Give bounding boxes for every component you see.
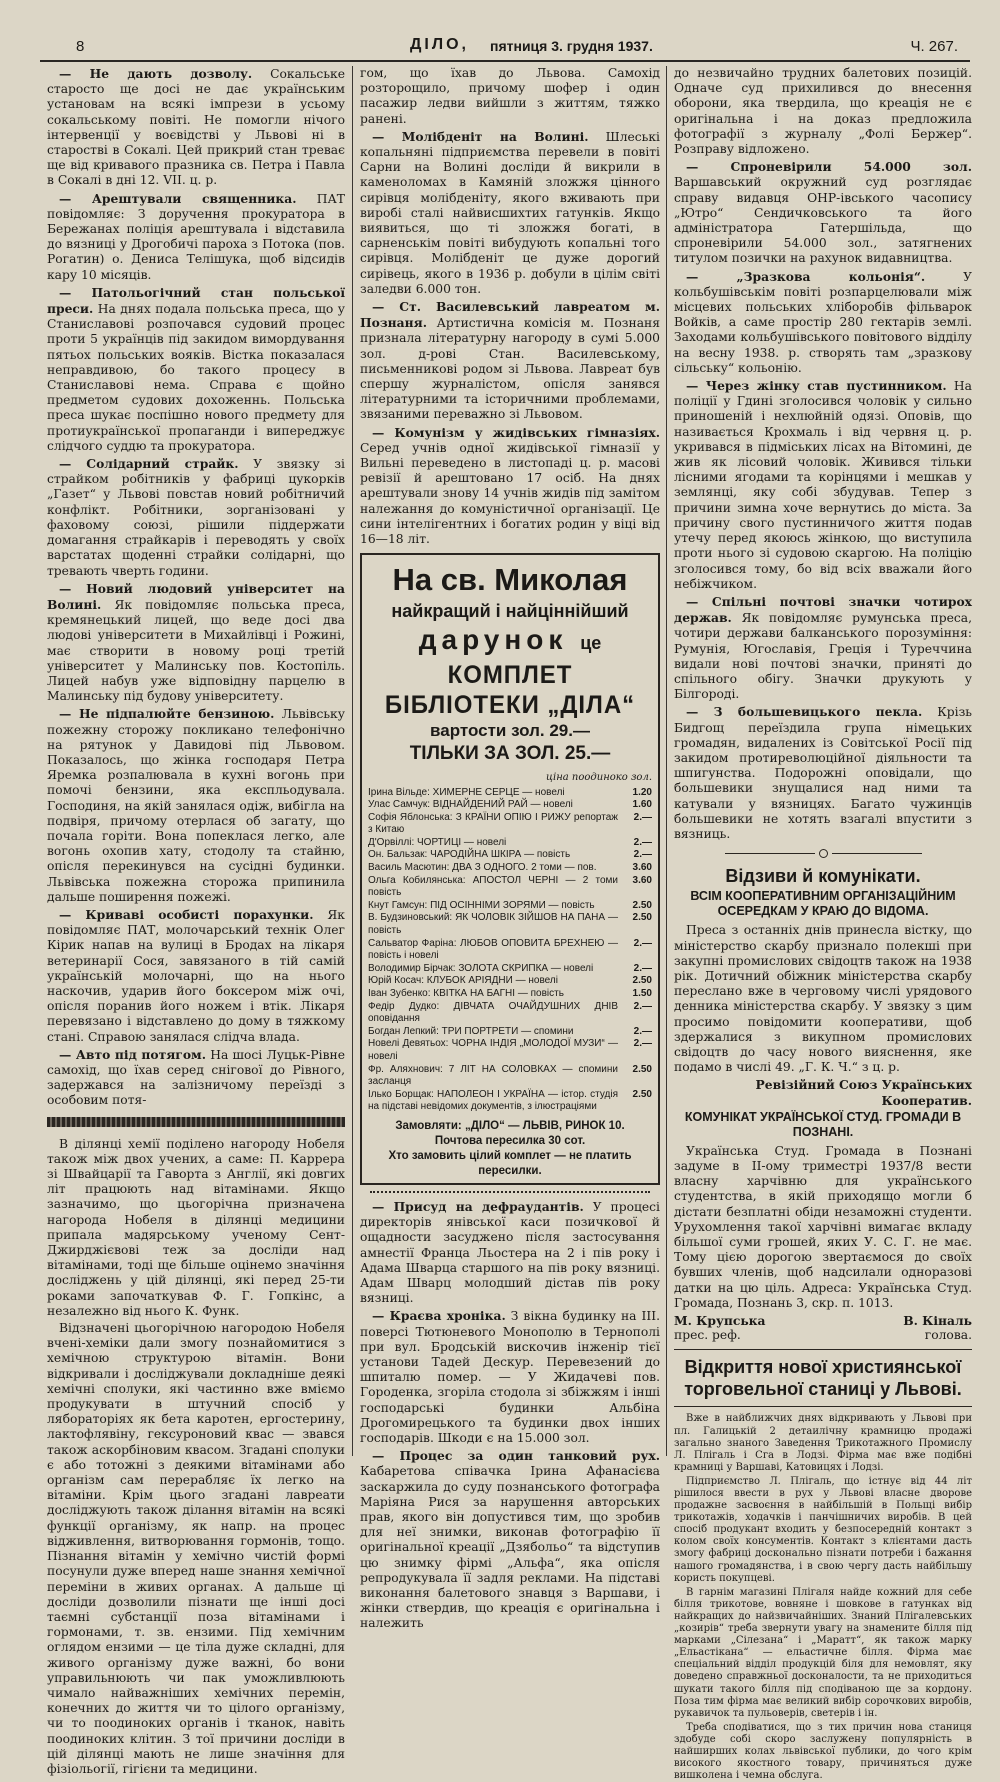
book-entry [368,862,652,875]
book-entry [368,875,652,900]
book-title: Богдан Лепкий: ТРИ ПОРТРЕТИ — спомини [368,1025,574,1037]
book-entry [368,1026,652,1039]
book-entry [368,975,652,988]
book-title: Софія Яблонська: З КРАЇНИ ОПІЮ І РИЖУ репортаж з Китаю [368,811,618,836]
book-entry [368,812,652,837]
continued-text: гом, що їхав до Львова. Самохід розторощило, причому шофер і один пасажир ледви вийшли з життям, тяжко ранені. [360,66,660,126]
news-item: — Не дають дозволу. Сокальське старосто ще досі не дає українським установам на всякі імпрези в усьому сокальському повіті. Не помогли нічого інтервенції у воєвідстві у Львові ні в старостві в Сокалі. Цей прикрий стан треває ще від кривавого празника св. Петра і Павла в Сокалі в дні 12. VII. ц. р. [47,66,345,188]
news-item: — Комунізм у жидівських гімназіях. Серед учнів одної жидівської гімназії у Вильні переведено в листопаді ц. р. масові ревізії й арештовано 17 осіб. На днях арештували знову 14 учнів жидів під замітом належання до комуністичної організації. Це сини інтелігентних і богатих родин у віці від 16—18 літ. [360,424,660,547]
book-title: Он. Бальзак: ЧАРОДІЙНА ШКІРА — повість [368,849,571,861]
news-item: — З большевицького пекла. Крізь Бидгощ переїздила група німецьких громадян, видалених із Совітської Росії під закидом протиреволюційної діяльности та шпигунства. Подорожні оповідали, що большевики знущалися над ними та катували у вязницях. Багато чужинців большевики не хотять взагалі впустити з вязниць. [674,704,972,841]
book-entry [368,799,652,812]
book-title: Ірина Вільде: ХИМЕРНЕ СЕРЦЕ — новелі [368,786,565,798]
news-item: — Арештували священника. ПАТ повідомляє: З доручення прокуратора в Бережанах поліція арештувала і відставила до вязниці у Дрогобичі пароха з Потока (пов. Рогатин) о. Дениса Телішука, щоб відсидів кару 10 місяців. [47,190,345,282]
book-title: Ольга Кобилянська: АПОСТОЛ ЧЕРНІ — 2 томи повість [368,874,618,899]
news-item: — Не підпалюйте бензиною. Львівську пожежну сторожу покликано телефонічно на рятунок у Давидові під Львовом. Показалось, що жінка господаря Петра Яремка розпалювала в кухні вогонь при помочі бензини, яка експльодувала. Господиня, на якій занялася одіж, вибігла на подвіря, причому отерлася об загату, що почала горіти. Вона попеклася легко, але вогонь охопив хату, стодолу та стайню, опісля перекинувся на сусідні будинки. Львівська пожежна сторожа припинила дальше поширення пожежі. [47,706,345,904]
news-item: — Молібденіт на Волині. Шлеські копальняні підприємства перевели в повіті Сарни на Волині досліди й викрили в каменоломах в Камяній зложжя цінного сирівця молібденіту, якого вживають при виробі сталі найвисшихтих гатунків. Якщо виявиться, що ті зложжя богаті, в сарненськім повіті вибудують копальні того сирівця. Молібденіт це дуже дорогий сирівець, якого в 1936 р. добули в цілім світі заледви 6.000 тон. [360,128,660,296]
book-title: Володимир Бірчак: ЗОЛОТА СКРИПКА — новелі [368,962,594,974]
book-title: Новелі Девятьох: ЧОРНА ІНДІЯ „МОЛОДОЇ МУЗИ“ — новелі [368,1038,618,1062]
book-price: 1.50 [632,988,652,999]
issue-number: Ч. 267. [910,38,958,55]
article-headline: Відкриття нової християнської торговельної станиці у Львові. [684,1357,962,1400]
library-advertisement [360,553,660,1185]
book-title: Улас Самчук: ВІДНАЙДЕНИЙ РАЙ — новелі [368,799,573,811]
book-title: Юрій Косач: КЛУБОК АРІЯДНИ — новелі [368,975,558,987]
book-price: 3.60 [632,862,652,874]
book-price: 2.— [633,937,652,949]
article-paragraph: В гарнім магазині Плігаля найде кожний для себе білля трикотове, вовняне і шовкове в гатунках від найкращих до найзвичайніших. Знаний Плігалевських „козирів“ треба звернути увагу на знамените білля під марками „Сілезана“ і „Маратт“, як також марку „Ельастікана“ — ельастичне білля. Фірма має спеціальний відділ продукцій біля для немовлят, яку доведено справжньої досконалости, та не приходиться шукати такого білля під сподіваною ще за кордону. Поза тим фірма має великий вибір сорочкових виробів, рукавичок та пульоверів, светерів і ін. [674,1586,972,1719]
news-item: — Краєва хроніка. З вікна будинку на III. поверсі Тютюневого Монополю в Тернополі при вул. Бродській вискочив інженір тієї установи Тадей Дескур. Перевезений до шпиталю помер. — У Жидачеві пов. Городенка, згоріла стодола зі збіжжям і інші господарські будинки Альбіна Дрогомирецького та будинки двох інших господарів. Шкоди є на 15.000 зол. [360,1308,660,1445]
news-item: — „Зразкова кольонія“. У кольбушівськім повіті розпарцелювали між місцевих польських хліборобів фільварок Войків, а саме простір 280 гектарів землі. Заходами кольбушівського повітового відділу на весну 1938. р. створять там „зразкову сільську“ кольонію. [674,268,972,375]
ad-headline: На св. Миколая [392,562,628,598]
book-price: 2.50 [632,899,652,911]
book-entry [368,1089,652,1114]
column-divider-1 [352,66,353,1456]
news-item: — Спільні почтові значки чотирох держав. Як повідомляє румунська преса, чотири держави балканського порозуміння: Румунія, Югославія, Греція і Туреччина видали нові почтові значки, приняті до спільного обігу. Значки друкують у Білгороді. [674,593,972,702]
announcement-heading: ВСІМ КООПЕРАТИВНИМ ОРГАНІЗАЦІЙНИМ ОСЕРЕДКАМ У КРАЮ ДО ВІДОМА. [690,889,956,919]
ad-regular-price: вартости зол. 29.— [430,721,590,741]
column-divider-2 [666,66,667,1456]
book-price: 2.— [633,836,652,848]
ornament-circle-icon [819,849,828,858]
news-item: — Через жінку став пустинником. На поліції у Гдині зголосився чоловік у сильно приношеній і нехлюйній одязі. Оповів, що називається Крохмаль і від червня ц. р. укривався в підміських лісах на Вітомині, де жив як лісовий чоловік. Живився тільки лісними ягодами та корінцями і мешкав у землянці, яку собі збудував. Тепер з причини зимна хоче вернутись до міста. За причину свого пустинничого життя подав утечу перед якоюсь жінкою, що виступила проти нього зі судовою скаргою. На поліцію зголосився тому, бо від всіх вважали його небіжчиком. [674,378,972,591]
ad-subheadline: найкращий і найціннійший [391,601,629,622]
article-paragraph: Треба сподіватися, що з тих причин нова станиця здобуде собі скоро заслужену популярність в найширших колах львівської публики, до чого крім високого якостного товару, причиняться дуже вишколена і чемна обслуга. [674,1721,972,1782]
book-entry [368,912,652,937]
news-item: — Авто під потягом. На шосі Луцьк-Рівне самохід, що їхав серед снігової до Рівного, задержався на залізничому переїзді з особовим потя- [47,1046,345,1108]
section-rule [674,1406,972,1407]
announcement-text: Українська Студ. Громада в Познані задуме в II-ому триместрі 1937/8 вести власну харчівню для українськогo студентства, в якій приходящо могли б дістати безплатні обіди незаможні студенти. Урухомлення такої харчівні вимагає вкладу більшої суми грошей, яких У. С. Г. не має. Тому цією дорогою звертаємося до своїх бувших членів, щоб надсилали одноразові датки на цю ціль. Адреса: Українська Студ. Громада, Познань 3, скр. п. 1013. [674,1143,972,1310]
ad-gift-line: дарунок це [418,624,602,656]
science-paragraph: В ділянці хемії поділено нагороду Нобеля також між двох учених, а саме: П. Каррера зі Швайцарії та Гаворта з Англії, які довгих літ працюють над вітамінами. Якщо зазначимо, що цьогорічна призначена нагорода Нобеля в ділянці медицини припала мадярському ученому Сент-Джирджієвові теж за досліди над вітамінами, тоді ще більше оцінемо значіння досліджень у цій ділянці, які перед 25-ти роками започаткував Ф. Г. Гопкінс, а незалежно від нього К. Функ. [47,1136,345,1318]
news-item: — Солідарний страйк. У звязку зі страйком робітників у фабриці цукорків „Газет“ у Львові повстав новий робітничий конфлікт. Робітники, зорганізовані у фаховому союзі, рішили піддержати домагання страйкарів і переводять у своїх варстатах щоденні страйки солідарні, що тревають чверть години. [47,456,345,578]
news-item: — Спроневірили 54.000 зол. Варшавський окружний суд розглядає справу видавця ОНР-івського часопису „Ютро“ Сендичковського та його адміністратора Гатершільда, що спроневірили 54.000 зол., затягнених титулом позички на рахунок видавництва. [674,159,972,266]
book-price: 2.50 [632,912,652,924]
newspaper-title: ДІЛО, [410,36,469,53]
page-number: 8 [76,38,85,55]
news-item: — Присуд на дефраудантів. У процесі директорів янівської каси позичкової й ощадности засуджено після застосування амнестії Франца Льостера на 2 і пів року і Адама Шварца старшого на пів року вязниці. Адам Шварц молодший дістав пів року вязниці. [360,1198,660,1306]
book-list [368,787,652,1114]
news-item: — Новий людовий університет на Волині. Як повідомляє польська преса, кремянецький лицей, що веде досі два людові університети в Михайлівці і Рожині, має створити в новому році третій університет у Малинську пов. Костопіль. Лицей набув уже відповідну парцелю в Малинську під будову університету. [47,580,345,704]
book-entry [368,1038,652,1063]
news-item: — Ст. Василевський лавреатом м. Познаня. Артистична комісія м. Познаня признала літературну нагороду в сумі 5.000 зол. д-рові Стан. Василевському, письменникові родом зі Львова. Лавреат був спершу журналістом, опісля занявся літературними та історичними проблемами, звязаними переважно зі Львовом. [360,299,660,422]
ad-price-header: ціна поодиноко зол. [546,772,652,784]
book-title: В. Будзиновський: ЯК ЧОЛОВІК ЗІЙШОВ НА ПАНА — повість [368,912,618,937]
news-item: — Патольогічний стан польської преси. На днях подала польська преса, що у Станиславові розпочався судовий процес проти 5 українців під закидом вимордування пятьох польських вояків. Вістка показалася неправдивою, бо такого процесу в Станиславові нема. Справа є щойно предметом судових дохоженнь. Польська преса шукає поспішно нового предмету для протиукраїнської пропаганди і випереджує слідчого суддю та прокуратора. [47,284,345,453]
dotted-divider [370,1191,650,1193]
book-price: 2.— [633,1038,652,1050]
book-entry [368,900,652,913]
ornament-divider [674,846,972,861]
announcement-heading: КОМУНІКАТ УКРАЇНСЬКОЇ СТУД. ГРОМАДИ В ПОЗНАНІ. [684,1109,962,1139]
book-price: 2.— [633,1025,652,1037]
book-price: 2.50 [632,975,652,987]
masthead [40,34,970,62]
column-3 [674,66,972,1782]
book-price: 1.20 [632,786,652,798]
book-entry [368,938,652,963]
book-entry [368,849,652,862]
ornamental-rule [47,1117,345,1127]
news-item: — Процес за один танковий рух. Кабаретова співачка Ірина Афанасієва заскаржила до суду познанського фотографа Маріяна Рися за нарушення авторських прав, якого він допустився тим, що зробив для неї знимки, виконав фотографію її оригінальної креації „Дзябольо“ та відступив цю знимку фірмі „Альфа“, яка опісля репродукувала її задля реклами. На підставі виконання балетового знавця з Варшави, і жінки ствердив, що креація є оригінальна і належить [360,1448,660,1631]
book-title: Кнут Гамсун: ПІД ОСІННІМИ ЗОРЯМИ — повість [368,899,595,911]
book-price: 2.50 [632,1088,652,1100]
book-entry [368,787,652,800]
signatures: М. Крупська прес. реф. В. Кіналь голова. [674,1313,972,1343]
book-entry [368,837,652,850]
book-title: Василь Масютин: ДВА З ОДНОГО. 2 томи — пов. [368,862,597,874]
section-rule [674,1349,972,1350]
book-title: Д'Орвіллі: ЧОРТИЦІ — новелі [368,836,507,848]
book-price: 3.60 [632,874,652,886]
book-price: 2.— [633,849,652,861]
book-entry [368,963,652,976]
continued-text: до незвичайно трудних балетових позицій. Одначе суд прихилився до внесення оборони, яка твердила, що креація не є оригінальна і на доказ предложила фотографії з журналу „Фолі Бержер“. Розправу відложено. [674,66,972,157]
book-entry [368,1001,652,1026]
issue-date: пятниця 3. грудня 1937. [490,38,653,54]
article-paragraph: Підприємство Л. Плігаль, що істнує від 44 літ рішилося ввести в рух у Львові власне дворове продажне засвоєння в найбільшій в Польщі вибір трикотажів, ходачків і панчішничих виробів. В цей спосіб продукант входить у безпосередній контакт з колом своїх консументів. Контакт з клієнтами дасть змогу фабриці досконально пізнати потреби і бажання нашого громадянства, і в свою чергу дасть найбільшу користь покупцеві. [674,1475,972,1584]
book-title: Іван Зубенко: КВІТКА НА БАГНІ — повість [368,988,564,999]
book-price: 2.— [633,1000,652,1012]
announcement-text: Преса з останніх днів принесла вістку, що міністерство скарбу признало полекші при закупні промислових свідоцтв також на 1938 рік. Дотичний обіжник міністерства скарбу переслано вже в черговому числі урядового денника міністерства скарбу. У звязку з цим просимо повідомити кооперативи, щоб здержалися з викупном промислових свідоцтв до часу нового вияснення, яке подамо в числі 49. „Г. К. Ч.“ з ц. р. [674,923,972,1075]
section-title: Відзиви й комунікати. [725,866,921,887]
column-1 [47,66,345,1776]
book-entry [368,1064,652,1089]
book-title: Фр. Аляхнович: 7 ЛІТ НА СОЛОВКАХ — спомини засланця [368,1063,618,1088]
ad-sale-price: ТІЛЬКИ ЗА ЗОЛ. 25.— [409,743,611,765]
news-item: — Криваві особисті порахунки. Як повідомляє ПАТ, молочарський технік Олег Кірик напав на вулиці в Бродах на лікаря ветеринарії Сося, завязаного в тій самій українській молочарні, що на нього наскочив, ударив його боксером між очі, опісля поранив його ножем і втік. Лікаря перевязано і відставлено до дому в тяжкому стані. Справою занялася слідча влада. [47,906,345,1044]
book-title: Федір Дудко: ДІВЧАТА ОЧАЙДУШНИХ ДНІВ оповідання [368,1000,618,1025]
book-price: 2.— [633,811,652,823]
science-paragraph: Відзначені цьогорічною нагородою Нобеля вчені-хеміки дали змогу познайомитися з хемічною структурою вітамін. Вони відкривали і досліджували докладніше деякі хемічні сполуки, які частинно вже вміємо продукувати в штучний спосіб у лябораторіях як бета каротен, ергостерину, лактофлявіну, гексуроновий квас — звався також аскорбіновим квасом. Згадані сполуки є або тотожні з деякими вітамінами або організм сам перерабляє їх легко на вітаміни. Крім цього згадані лавреати досліджують також ділання вітамін на всякі функції організму, як напр. на процес відживлення, витворювання гормонів, тощо. Пізнання вітамін у хемічно чистій формі посунули дуже вперед наше знання хемічної переміни в живих органах. А дальше ці досліди дозволили пізнати ще інші досі таємні субстанції поза вітамінами і гормонами, т. зв. ензими. Під хемічним оглядом ензими — це тіла дуже складні, для живого організму дуже важні, бо вони управильнюють чи пак уможливлюють чимало найважніших хемічних перемін, конечних до життя чи то цілого організму, чи то поодиноких органів і тканок, навіть поодиноких клітин. З тої причини досліди в цій ділянці мають не лише значіння для фізіольогії, гігієни та медицини. [47,1321,345,1776]
book-price: 1.60 [632,799,652,811]
book-entry [368,988,652,1001]
book-price: 2.— [633,962,652,974]
book-price: 2.50 [632,1063,652,1075]
article-paragraph: Вже в найближчих днях відкривають у Львові при пл. Галицькій 2 детаилічну крамницю продажі загально знаного Заведення Трикотажного Промислу Л. Плігаль і Сга в Лодзі. Фірма має вже подібні крамниці у Варшаві, Катовицях і Лодзі. [674,1413,972,1473]
ad-product-name: КОМПЛЕТ БІБЛІОТЕКИ „ДІЛА“ [384,661,636,720]
column-2 [360,66,660,1631]
book-title: Ілько Борщак: НАПОЛЕОН І УКРАЇНА — істор. студія на підставі невідомих документів, з ілюстраціями [368,1088,618,1113]
book-title: Сальватор Фаріна: ЛЮБОВ ОПОВИТА БРЕХНЕЮ — повість і новелі [368,937,618,962]
announcement-signature: Ревізійний Союз Українських Кооператив. [755,1077,972,1108]
ad-order-info: Замовляти: „ДІЛО“ — ЛЬВІВ, РИНОК 10. Почтова пересилка 30 сот. Хто замовить цілий комплет — не платить пересилки. [388,1119,632,1177]
